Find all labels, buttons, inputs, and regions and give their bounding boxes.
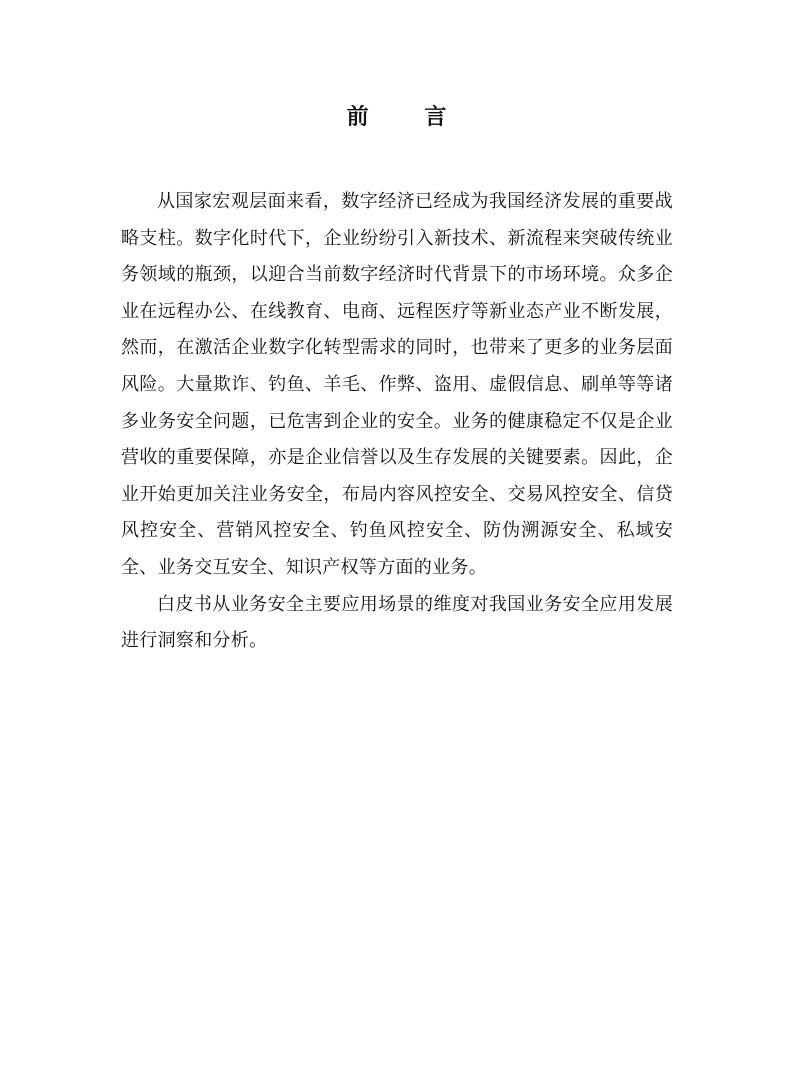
body-text [121, 184, 673, 660]
paragraph-2: 白皮书从业务安全主要应用场景的维度对我国业务安全应用发展进行洞察和分析。 [121, 593, 673, 652]
paragraph-1: 从国家宏观层面来看，数字经济已经成为我国经济发展的重要战略支柱。数字化时代下，企业纷纷引入新技术、新流程来突破传统业务领域的瓶颈，以迎合当前数字经济时代背景下的市场环境。众多企业在远程办公、在线教育、电商、远程医疗等新业态产业不断发展，然而，在激活企业数字化转型需求的同时，也带来了更多的业务层面风险。大量欺诈、钓鱼、羊毛、作弊、盗用、虚假信息、刷单等等诸多业务安全问题，已危害到企业的安全。业务的健康稳定不仅是企业营收的重要保障，亦是企业信誉以及生存发展的关键要素。因此，企业开始更加关注业务安全，布局内容风控安全、交易风控安全、信贷风控安全、营销风控安全、钓鱼风控安全、防伪溯源安全、私域安全、业务交互安全、知识产权等方面的业务。 [121, 191, 673, 578]
page-title: 前 言 [346, 105, 471, 130]
